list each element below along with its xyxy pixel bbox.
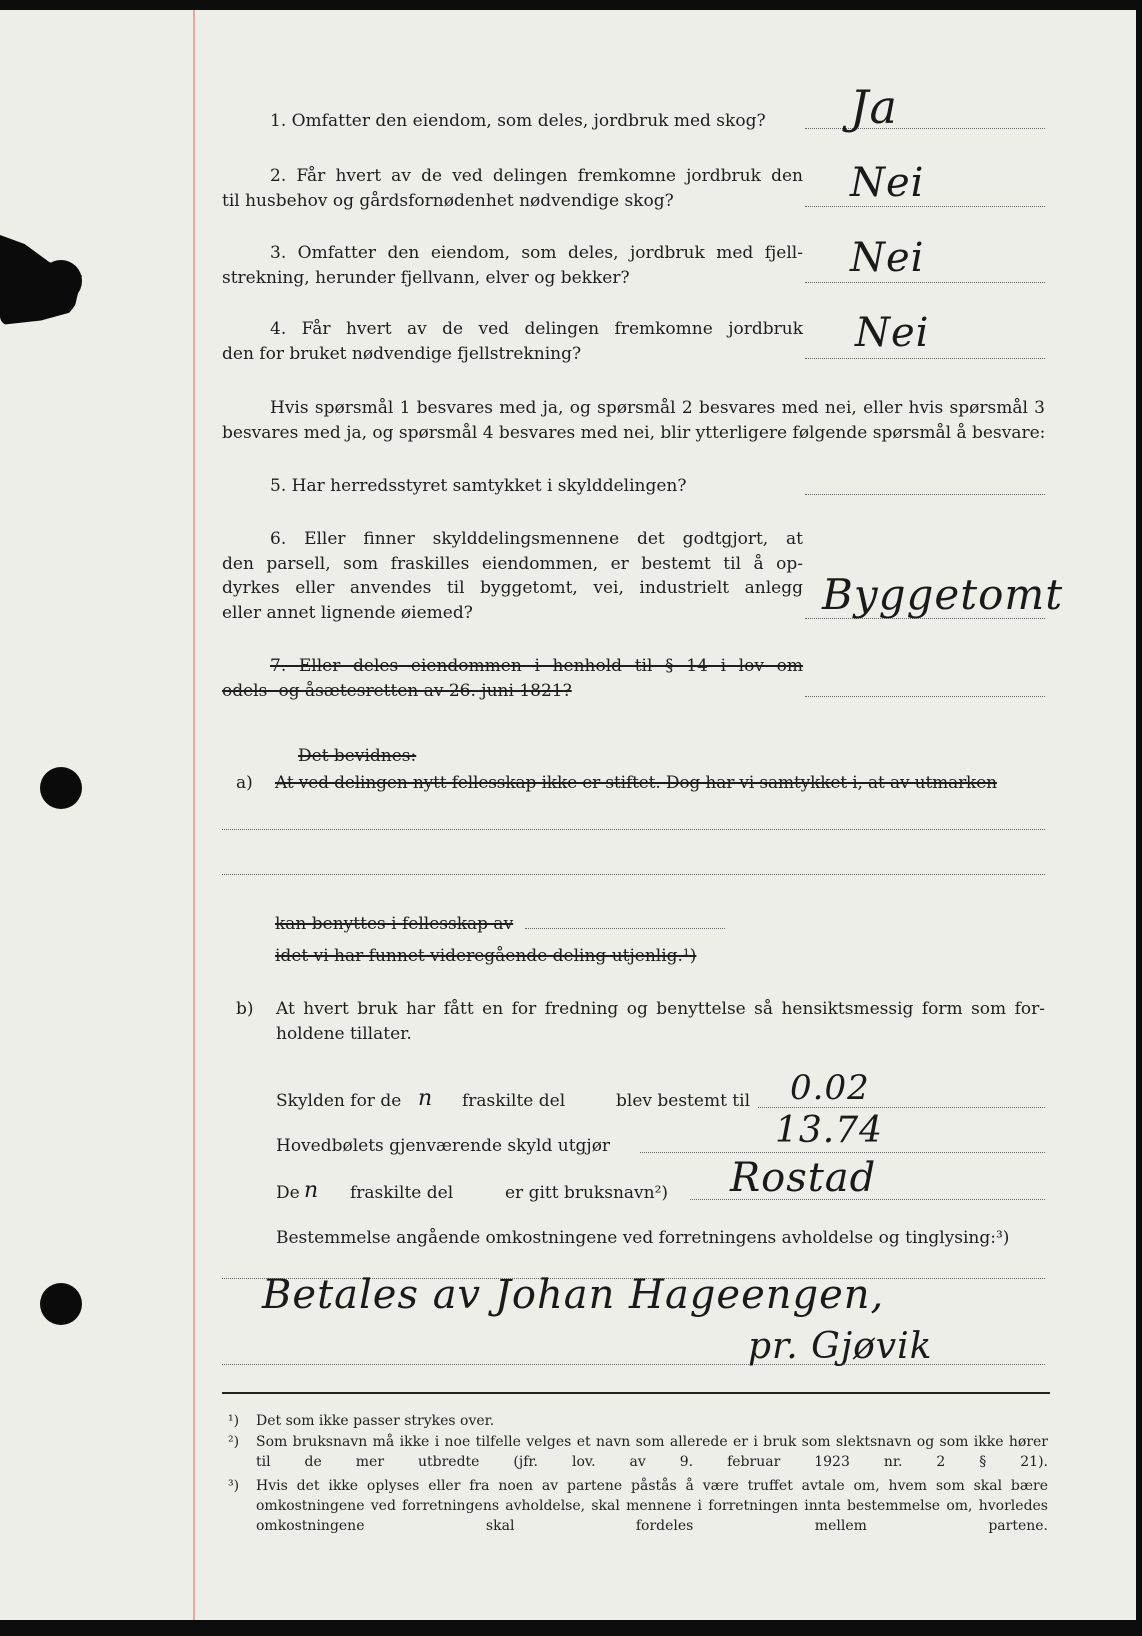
hovedbol-value-handwritten: 13.74 [775, 1110, 884, 1151]
footnote-1: Det som ikke passer strykes over. [256, 1413, 495, 1429]
question-6-line-3: dyrkes eller anvendes til byggetomt, vei, industrielt anlegg [222, 578, 803, 598]
answer-line [805, 128, 1045, 129]
answer-4-handwritten: Nei [855, 310, 930, 356]
cost-line-2-handwritten: pr. Gjøvik [748, 1326, 933, 1367]
punch-hole [40, 1283, 82, 1325]
skyld-handwritten-n: n [418, 1086, 434, 1111]
punch-hole [40, 767, 82, 809]
item-a-text: At ved delingen nytt fellesskap ikke er stiftet. Dog har vi samtykket i, at av utmarken [275, 773, 997, 793]
footnote-1-mark: ¹) [228, 1413, 240, 1429]
fill-line [525, 928, 725, 929]
skyld-value-handwritten: 0.02 [790, 1068, 870, 1108]
answer-3-handwritten: Nei [850, 235, 925, 281]
skyld-label-3: blev bestemt til [616, 1091, 751, 1111]
certification-heading: Det bevidnes: [298, 746, 417, 766]
question-2-line-2: til husbehov og gårdsfornødenhet nødvendige skog? [222, 191, 674, 211]
answer-2-handwritten: Nei [850, 160, 925, 206]
question-6: 6. Eller finner skylddelingsmennene det godtgjort, at [270, 529, 803, 549]
question-5: 5. Har herredsstyret samtykket i skylddelingen? [270, 476, 687, 496]
question-3-line-2: strekning, herunder fjellvann, elver og bekker? [222, 268, 630, 288]
answer-line [805, 206, 1045, 207]
form-page [0, 10, 1136, 1620]
question-4-line-2: den for bruket nødvendige fjellstrekning? [222, 344, 582, 364]
conditional-paragraph: Hvis spørsmål 1 besvares med ja, og spørsmål 2 besvares med nei, eller hvis spørsmål 3 [270, 398, 1045, 418]
fill-line [222, 829, 1045, 830]
item-a-line-2: kan benyttes i fellesskap av [275, 914, 514, 934]
bruksnavn-label-2: fraskilte del [350, 1183, 454, 1203]
question-6-line-2: den parsell, som fraskilles eiendommen, er bestemt til å op- [222, 554, 803, 574]
bruksnavn-handwritten-n: n [304, 1178, 320, 1203]
hovedbol-label: Hovedbølets gjenværende skyld utgjør [276, 1136, 611, 1156]
answer-line [805, 358, 1045, 359]
question-4: 4. Får hvert av de ved delingen fremkomne jordbruk [270, 319, 803, 339]
footnote-3-mark: ³) [228, 1478, 240, 1494]
question-6-line-4: eller annet lignende øiemed? [222, 603, 473, 623]
cost-label: Bestemmelse angående omkostningene ved forretningens avholdelse og tinglysing:³) [276, 1228, 1010, 1248]
fill-line [222, 874, 1045, 875]
bruksnavn-value-handwritten: Rostad [730, 1155, 877, 1201]
answer-line [805, 494, 1045, 495]
answer-1-handwritten: Ja [850, 80, 898, 134]
skyld-label: Skylden for de [276, 1091, 402, 1111]
fill-line [640, 1152, 1045, 1153]
answer-6-handwritten: Byggetomt [822, 570, 1064, 619]
footnote-2: Som bruksnavn må ikke i noe tilfelle velges et navn som allerede er i bruk som slektsnavn og som ikke hører til de mer utbredte (jfr. lov. av 9. februar 1923 nr. 2 § 21). [256, 1434, 1048, 1470]
question-2: 2. Får hvert av de ved delingen fremkomne jordbruk den [270, 166, 803, 186]
answer-line [805, 696, 1045, 697]
bruksnavn-label-3: er gitt bruksnavn²) [505, 1183, 669, 1203]
footnote-2-mark: ²) [228, 1434, 240, 1450]
footnote-rule [222, 1392, 1050, 1394]
conditional-paragraph-line-2: besvares med ja, og spørsmål 4 besvares med nei, blir ytterligere følgende spørsmål å besvare: [222, 423, 1046, 443]
skyld-label-2: fraskilte del [462, 1091, 566, 1111]
item-b-label: b) [236, 999, 254, 1019]
item-b-line-2: holdene tillater. [276, 1024, 412, 1044]
item-a-label: a) [236, 773, 253, 793]
question-3: 3. Omfatter den eiendom, som deles, jordbruk med fjell- [270, 243, 803, 263]
question-1: 1. Omfatter den eiendom, som deles, jordbruk med skog? [270, 111, 766, 131]
question-7: 7. Eller deles eiendommen i henhold til § 14 i lov om [270, 656, 803, 676]
footnote-3: Hvis det ikke oplyses eller fra noen av partene påstås å være truffet avtale om, hvem som skal bære omkostningene ved forretningens avholdelse, skal mennene i forretningen innta bestemmelse om, hvorledes omkostningene skal fordeles mellem partene. [256, 1478, 1048, 1534]
item-a-line-3: idet vi har funnet videregående deling utjenlig.¹) [275, 946, 697, 966]
bruksnavn-label: De [276, 1183, 300, 1203]
cost-line-1-handwritten: Betales av Johan Hageengen, [262, 1272, 885, 1318]
question-7-line-2: odels- og åsætesretten av 26. juni 1821? [222, 681, 572, 701]
red-margin-line [193, 10, 195, 1620]
answer-line [805, 282, 1045, 283]
punch-hole [40, 260, 82, 302]
item-b-text: At hvert bruk har fått en for fredning og benyttelse så hensiktsmessig form som for- [276, 999, 1045, 1019]
